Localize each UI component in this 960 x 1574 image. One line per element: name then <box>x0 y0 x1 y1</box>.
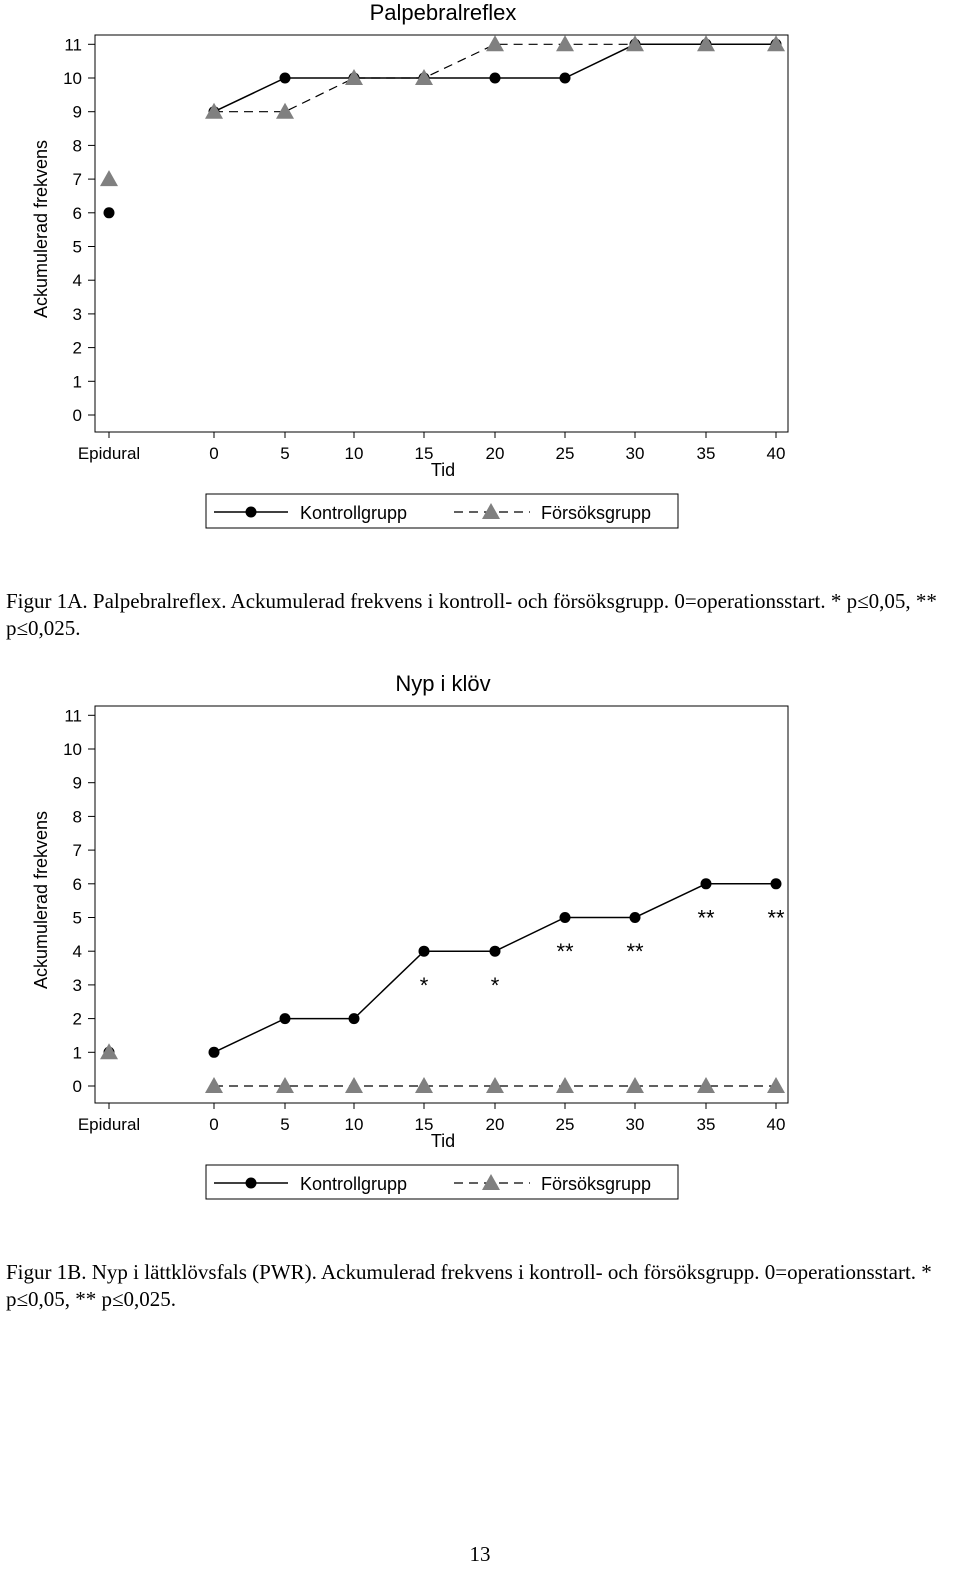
data-point-triangle <box>697 1077 715 1093</box>
y-axis-label: Ackumulerad frekvens <box>31 139 51 319</box>
x-tick-label: 20 <box>485 444 505 463</box>
chart-palpebralreflex <box>0 0 960 540</box>
x-tick-label: 35 <box>696 1115 716 1134</box>
data-point-triangle <box>276 103 294 119</box>
legend <box>206 494 678 528</box>
y-tick-label: 1 <box>72 1043 82 1063</box>
significance-marker: ** <box>767 905 785 931</box>
chart-title: Palpebralreflex <box>369 0 517 25</box>
data-point-circle <box>280 1013 291 1024</box>
x-tick-label: Epidural <box>77 444 141 463</box>
data-point-triangle <box>276 1077 294 1093</box>
data-point-triangle <box>100 1043 118 1059</box>
data-point-triangle <box>345 69 363 85</box>
y-tick-label: 5 <box>72 237 82 257</box>
data-point-circle <box>560 73 571 84</box>
data-point-circle <box>349 1013 360 1024</box>
data-point-circle <box>419 946 430 957</box>
legend <box>206 1165 678 1199</box>
data-point-triangle <box>100 170 118 186</box>
data-point-triangle <box>345 1077 363 1093</box>
x-tick-label: 5 <box>280 444 290 463</box>
y-tick-label: 2 <box>72 1009 82 1029</box>
legend-forsoksgrupp-label: Försöksgrupp <box>541 1174 652 1194</box>
x-tick-label: 20 <box>485 1115 505 1134</box>
data-point-triangle <box>626 35 644 51</box>
data-point-triangle <box>767 35 785 51</box>
y-tick-label: 8 <box>72 807 82 827</box>
x-tick-label: 30 <box>625 444 645 463</box>
x-tick-label: 10 <box>344 1115 364 1134</box>
legend-forsoksgrupp-marker <box>482 503 500 519</box>
y-tick-label: 8 <box>72 136 82 156</box>
data-point-triangle <box>697 35 715 51</box>
data-point-triangle <box>205 103 223 119</box>
data-point-triangle <box>556 1077 574 1093</box>
data-point-triangle <box>205 1077 223 1093</box>
y-tick-label: 10 <box>63 69 82 88</box>
x-tick-label: 0 <box>209 1115 219 1134</box>
plot-frame <box>95 35 788 432</box>
series-line-1 <box>214 884 776 1053</box>
y-tick-label: 0 <box>72 1077 82 1096</box>
data-point-circle <box>701 878 712 889</box>
x-tick-label: 40 <box>766 1115 786 1134</box>
data-point-triangle <box>486 1077 504 1093</box>
significance-marker: ** <box>556 939 574 965</box>
data-point-triangle <box>415 1077 433 1093</box>
x-tick-label: 25 <box>555 1115 575 1134</box>
x-tick-label: 15 <box>414 444 434 463</box>
data-point-circle <box>490 946 501 957</box>
significance-marker: * <box>490 972 500 998</box>
data-point-circle <box>209 1047 220 1058</box>
y-tick-label: 7 <box>72 170 82 190</box>
y-tick-label: 2 <box>72 338 82 358</box>
x-axis-label: Tid <box>430 460 456 480</box>
y-tick-label: 0 <box>72 406 82 425</box>
x-tick-label: 35 <box>696 444 716 463</box>
y-tick-label: 10 <box>63 740 82 759</box>
significance-marker: ** <box>697 905 715 931</box>
x-tick-label: 10 <box>344 444 364 463</box>
data-point-circle <box>771 878 782 889</box>
data-point-circle <box>280 73 291 84</box>
significance-marker: ** <box>626 939 644 965</box>
x-tick-label: 40 <box>766 444 786 463</box>
y-axis-label: Ackumulerad frekvens <box>31 810 51 990</box>
legend-kontrollgrupp-label: Kontrollgrupp <box>300 1174 408 1194</box>
legend-forsoksgrupp-label: Försöksgrupp <box>541 503 652 523</box>
x-tick-label: 30 <box>625 1115 645 1134</box>
y-tick-label: 3 <box>72 304 82 324</box>
data-point-circle <box>630 912 641 923</box>
data-point-triangle <box>415 69 433 85</box>
data-point-circle <box>560 912 571 923</box>
y-tick-label: 11 <box>64 35 82 55</box>
y-tick-label: 7 <box>72 841 82 861</box>
x-axis-label: Tid <box>430 1131 456 1151</box>
x-tick-label: 25 <box>555 444 575 463</box>
y-tick-label: 5 <box>72 908 82 928</box>
legend-kontrollgrupp-marker <box>246 507 257 518</box>
significance-marker: * <box>419 972 429 998</box>
y-tick-label: 1 <box>72 372 82 392</box>
x-tick-label: 0 <box>209 444 219 463</box>
y-tick-label: 3 <box>72 975 82 995</box>
data-point-triangle <box>626 1077 644 1093</box>
data-point-circle <box>104 207 115 218</box>
x-tick-label: Epidural <box>77 1115 141 1134</box>
chart-title: Nyp i klöv <box>395 671 491 696</box>
legend-kontrollgrupp-marker <box>246 1178 257 1189</box>
data-point-circle <box>490 73 501 84</box>
data-point-triangle <box>486 35 504 51</box>
chart-nyp-i-klov <box>0 671 960 1211</box>
y-tick-label: 4 <box>72 942 82 962</box>
y-tick-label: 6 <box>72 203 82 223</box>
y-tick-label: 9 <box>72 773 82 793</box>
y-tick-label: 11 <box>64 706 82 726</box>
figure-caption-1a: Figur 1A. Palpebralreflex. Ackumulerad frekvens i kontroll- och försöksgrupp. 0=operationsstart. * p≤0,05, ** p≤0,025. <box>6 589 937 640</box>
legend-kontrollgrupp-label: Kontrollgrupp <box>300 503 408 523</box>
figure-caption-1b: Figur 1B. Nyp i lättklövsfals (PWR). Ackumulerad frekvens i kontroll- och försöksgrupp. 0=operationsstart. * p≤0,05, ** p≤0,025. <box>6 1260 932 1311</box>
page-number: 13 <box>469 1542 491 1566</box>
y-tick-label: 6 <box>72 874 82 894</box>
y-tick-label: 9 <box>72 102 82 122</box>
x-tick-label: 15 <box>414 1115 434 1134</box>
data-point-triangle <box>556 35 574 51</box>
y-tick-label: 4 <box>72 271 82 291</box>
plot-frame <box>95 706 788 1103</box>
x-tick-label: 5 <box>280 1115 290 1134</box>
data-point-triangle <box>767 1077 785 1093</box>
legend-forsoksgrupp-marker <box>482 1174 500 1190</box>
